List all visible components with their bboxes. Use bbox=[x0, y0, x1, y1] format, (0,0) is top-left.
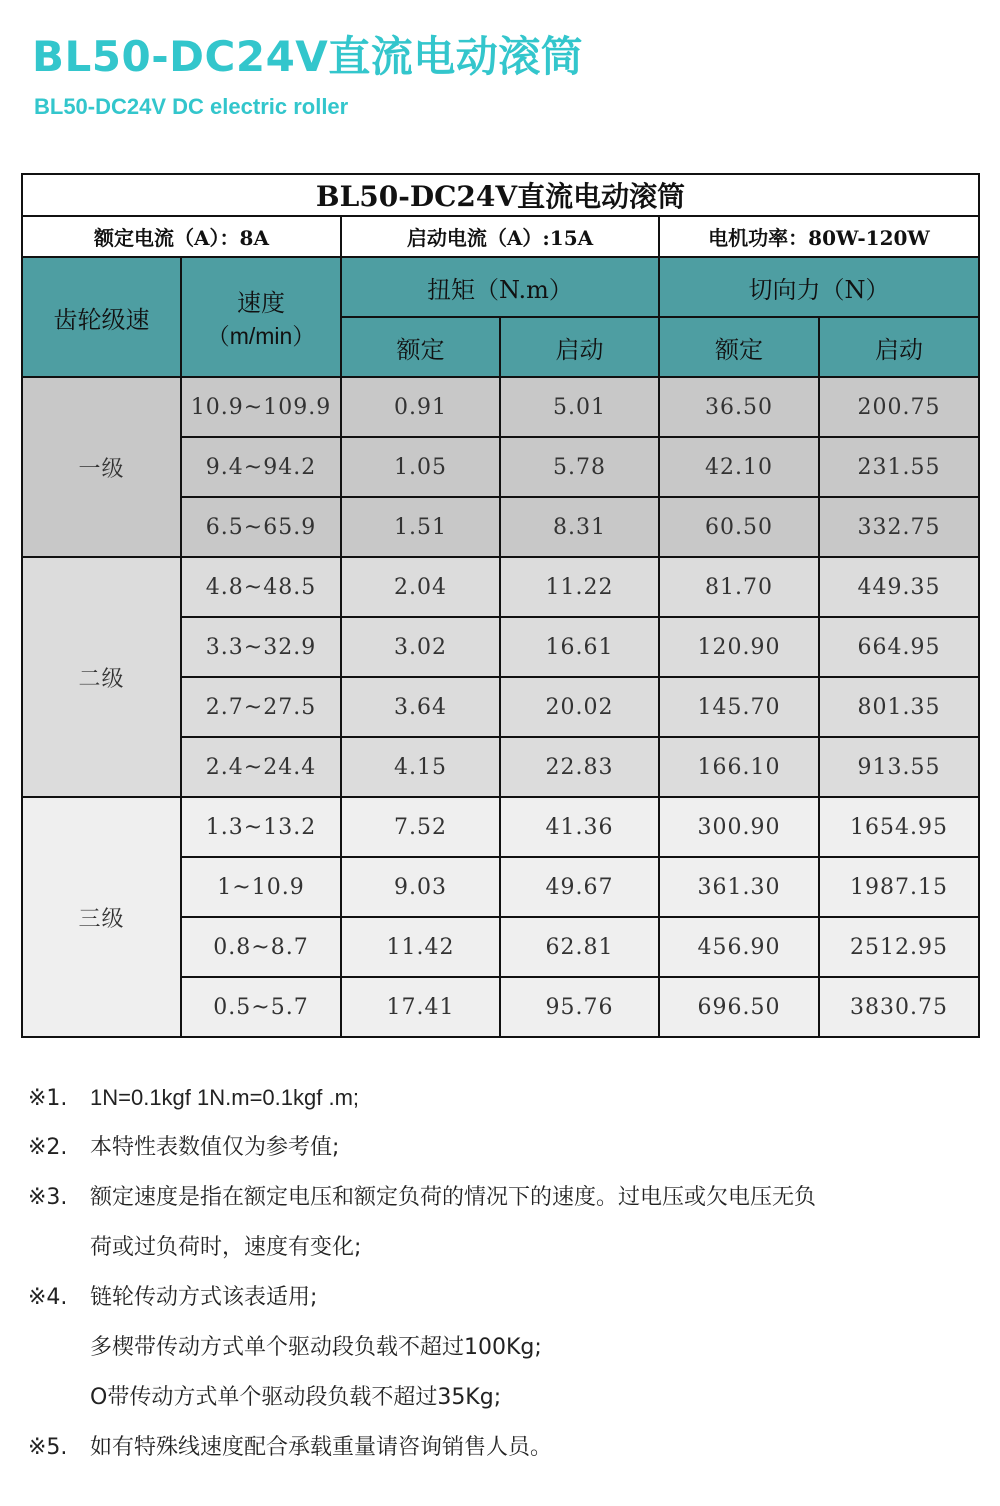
table-row bbox=[22, 557, 979, 617]
note-4 bbox=[28, 1278, 978, 1328]
note-text: 额定速度是指在额定电压和额定负荷的情况下的速度。过电压或欠电压无负 bbox=[90, 1185, 817, 1210]
header-gear-stage: 齿轮级速 bbox=[22, 257, 181, 377]
torque-rated-cell: 9.03 bbox=[341, 857, 500, 917]
force-start-cell: 664.95 bbox=[819, 617, 979, 677]
page-title: BL50-DC24V直流电动滚筒 bbox=[32, 32, 584, 81]
force-start-cell: 1987.15 bbox=[819, 857, 979, 917]
header-torque: 扭矩（N.m） bbox=[341, 257, 659, 317]
force-start-cell: 801.35 bbox=[819, 677, 979, 737]
note-mark: ※4. bbox=[28, 1285, 68, 1310]
speed-cell: 9.4~94.2 bbox=[181, 437, 341, 497]
start-current-cell: 启动电流（A）:15A bbox=[341, 216, 659, 257]
speed-cell: 10.9~109.9 bbox=[181, 377, 341, 437]
notes-section bbox=[28, 1078, 978, 1478]
note-mark: ※2. bbox=[28, 1135, 68, 1160]
header-speed-unit: （m/min） bbox=[206, 323, 316, 349]
speed-cell: 4.8~48.5 bbox=[181, 557, 341, 617]
note-text: 如有特殊线速度配合承载重量请咨询销售人员。 bbox=[90, 1435, 553, 1460]
header-speed-label: 速度 bbox=[237, 289, 285, 317]
torque-rated-cell: 0.91 bbox=[341, 377, 500, 437]
note-mark: ※5. bbox=[28, 1435, 68, 1460]
note-4-sub-1: 多楔带传动方式单个驱动段负载不超过100Kg; bbox=[90, 1335, 542, 1360]
torque-start-cell: 5.01 bbox=[500, 377, 659, 437]
note-4-sub-2: O带传动方式单个驱动段负载不超过35Kg; bbox=[90, 1385, 502, 1410]
note-text: 1N=0.1kgf 1N.m=0.1kgf .m; bbox=[90, 1085, 360, 1110]
table-caption: BL50-DC24V直流电动滚筒 bbox=[22, 174, 979, 216]
torque-start-cell: 16.61 bbox=[500, 617, 659, 677]
speed-cell: 1.3~13.2 bbox=[181, 797, 341, 857]
force-rated-cell: 81.70 bbox=[659, 557, 819, 617]
note-2 bbox=[28, 1128, 978, 1178]
note-text: 链轮传动方式该表适用; bbox=[90, 1285, 318, 1310]
header-force-rated: 额定 bbox=[659, 317, 819, 377]
force-rated-cell: 42.10 bbox=[659, 437, 819, 497]
torque-rated-cell: 1.51 bbox=[341, 497, 500, 557]
torque-rated-cell: 3.02 bbox=[341, 617, 500, 677]
force-rated-cell: 456.90 bbox=[659, 917, 819, 977]
note-3-continued: 荷或过负荷时，速度有变化; bbox=[90, 1235, 362, 1260]
stage-label: 一级 bbox=[22, 377, 181, 557]
torque-rated-cell: 2.04 bbox=[341, 557, 500, 617]
torque-rated-cell: 7.52 bbox=[341, 797, 500, 857]
force-rated-cell: 166.10 bbox=[659, 737, 819, 797]
motor-power-cell: 电机功率：80W-120W bbox=[659, 216, 979, 257]
torque-rated-cell: 1.05 bbox=[341, 437, 500, 497]
torque-start-cell: 41.36 bbox=[500, 797, 659, 857]
torque-start-cell: 22.83 bbox=[500, 737, 659, 797]
torque-start-cell: 8.31 bbox=[500, 497, 659, 557]
force-rated-cell: 36.50 bbox=[659, 377, 819, 437]
note-1 bbox=[28, 1078, 978, 1128]
torque-start-cell: 11.22 bbox=[500, 557, 659, 617]
note-text: 本特性表数值仅为参考值; bbox=[90, 1135, 340, 1160]
note-3 bbox=[28, 1178, 978, 1228]
force-rated-cell: 300.90 bbox=[659, 797, 819, 857]
force-start-cell: 200.75 bbox=[819, 377, 979, 437]
torque-start-cell: 62.81 bbox=[500, 917, 659, 977]
stage-label: 二级 bbox=[22, 557, 181, 797]
speed-cell: 0.8~8.7 bbox=[181, 917, 341, 977]
force-start-cell: 2512.95 bbox=[819, 917, 979, 977]
header-speed bbox=[181, 257, 341, 377]
note-mark: ※1. bbox=[28, 1086, 68, 1111]
note-5 bbox=[28, 1428, 978, 1478]
header-torque-rated: 额定 bbox=[341, 317, 500, 377]
header-torque-start: 启动 bbox=[500, 317, 659, 377]
speed-cell: 0.5~5.7 bbox=[181, 977, 341, 1037]
force-start-cell: 231.55 bbox=[819, 437, 979, 497]
force-start-cell: 449.35 bbox=[819, 557, 979, 617]
table-row bbox=[22, 377, 979, 437]
force-start-cell: 913.55 bbox=[819, 737, 979, 797]
spec-table bbox=[21, 173, 980, 1038]
force-rated-cell: 120.90 bbox=[659, 617, 819, 677]
force-rated-cell: 361.30 bbox=[659, 857, 819, 917]
header-force-start: 启动 bbox=[819, 317, 979, 377]
torque-rated-cell: 11.42 bbox=[341, 917, 500, 977]
torque-rated-cell: 17.41 bbox=[341, 977, 500, 1037]
force-rated-cell: 60.50 bbox=[659, 497, 819, 557]
stage-label: 三级 bbox=[22, 797, 181, 1037]
force-start-cell: 332.75 bbox=[819, 497, 979, 557]
torque-start-cell: 20.02 bbox=[500, 677, 659, 737]
page-subtitle: BL50-DC24V DC electric roller bbox=[34, 94, 349, 119]
speed-cell: 2.4~24.4 bbox=[181, 737, 341, 797]
torque-rated-cell: 3.64 bbox=[341, 677, 500, 737]
force-rated-cell: 145.70 bbox=[659, 677, 819, 737]
speed-cell: 2.7~27.5 bbox=[181, 677, 341, 737]
header-tangential-force: 切向力（N） bbox=[659, 257, 979, 317]
speed-cell: 3.3~32.9 bbox=[181, 617, 341, 677]
rated-current-cell: 额定电流（A）：8A bbox=[22, 216, 341, 257]
table-row bbox=[22, 797, 979, 857]
torque-start-cell: 5.78 bbox=[500, 437, 659, 497]
torque-rated-cell: 4.15 bbox=[341, 737, 500, 797]
speed-cell: 6.5~65.9 bbox=[181, 497, 341, 557]
force-start-cell: 1654.95 bbox=[819, 797, 979, 857]
force-start-cell: 3830.75 bbox=[819, 977, 979, 1037]
force-rated-cell: 696.50 bbox=[659, 977, 819, 1037]
torque-start-cell: 95.76 bbox=[500, 977, 659, 1037]
note-mark: ※3. bbox=[28, 1185, 68, 1210]
torque-start-cell: 49.67 bbox=[500, 857, 659, 917]
speed-cell: 1~10.9 bbox=[181, 857, 341, 917]
